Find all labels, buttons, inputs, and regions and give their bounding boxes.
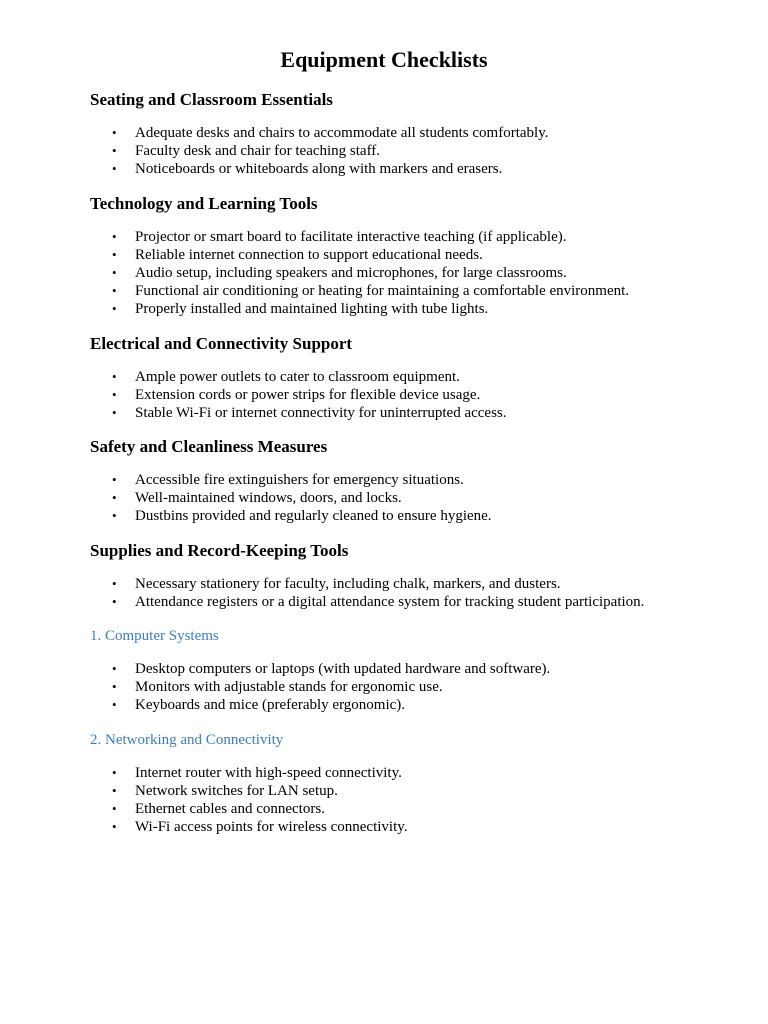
section — [90, 88, 678, 179]
section-heading: Seating and Classroom Essentials — [90, 90, 333, 109]
bullet-icon: • — [112, 228, 117, 244]
list-item — [90, 368, 678, 386]
bullet-icon: • — [112, 143, 117, 159]
subsection-heading: 1. Computer Systems — [90, 628, 219, 644]
list-item — [90, 782, 678, 800]
list-item-text: Ample power outlets to cater to classroom equipment. — [135, 368, 460, 385]
bullet-icon: • — [112, 661, 117, 676]
list-item — [90, 282, 678, 300]
bullet-icon: • — [112, 490, 117, 506]
bullet-icon: • — [112, 508, 117, 524]
list-item — [90, 696, 678, 714]
bullet-list — [90, 368, 678, 423]
section — [90, 728, 678, 837]
bullet-icon: • — [112, 800, 117, 816]
bullet-icon: • — [112, 819, 117, 835]
list-item — [90, 660, 678, 678]
list-item-text: Well-maintained windows, doors, and locks. — [135, 490, 402, 507]
bullet-icon: • — [112, 764, 117, 780]
list-item-text: Faculty desk and chair for teaching staff. — [135, 143, 381, 160]
list-item — [90, 386, 678, 404]
list-item — [90, 300, 678, 318]
bullet-list — [90, 660, 678, 715]
list-item-text: Audio setup, including speakers and microphones, for large classrooms. — [135, 264, 567, 281]
list-item — [90, 764, 678, 782]
list-item — [90, 800, 678, 818]
list-item-text: Accessible fire extinguishers for emergency situations. — [135, 472, 464, 489]
list-item-text: Desktop computers or laptops (with updated hardware and software). — [135, 661, 551, 677]
bullet-icon: • — [112, 283, 117, 299]
list-item-text: Monitors with adjustable stands for ergonomic use. — [135, 679, 443, 696]
section-heading: Supplies and Record-Keeping Tools — [90, 540, 349, 560]
bullet-icon: • — [112, 246, 117, 262]
list-item-text: Necessary stationery for faculty, including chalk, markers, and dusters. — [135, 575, 561, 592]
list-item-text: Noticeboards or whiteboards along with markers and erasers. — [135, 161, 503, 178]
bullet-icon: • — [112, 593, 117, 609]
section — [90, 332, 678, 423]
section-heading: Electrical and Connectivity Support — [90, 333, 353, 353]
list-item-text: Attendance registers or a digital attendance system for tracking student participation. — [135, 593, 645, 610]
section — [90, 624, 678, 715]
bullet-icon: • — [112, 782, 117, 798]
list-item-text: Network switches for LAN setup. — [135, 782, 338, 799]
list-item-text: Wi-Fi access points for wireless connectivity. — [135, 819, 408, 836]
bullet-list — [90, 228, 678, 319]
list-item-text: Reliable internet connection to support educational needs. — [135, 246, 483, 263]
bullet-icon: • — [112, 697, 117, 713]
list-item — [90, 818, 678, 836]
bullet-icon: • — [112, 472, 117, 488]
bullet-icon: • — [112, 386, 117, 402]
list-item-text: Dustbins provided and regularly cleaned to ensure hygiene. — [135, 508, 492, 525]
list-item-text: Functional air conditioning or heating for maintaining a comfortable environment. — [135, 283, 630, 300]
bullet-icon: • — [112, 301, 117, 317]
list-item — [90, 160, 678, 178]
bullet-list — [90, 471, 678, 526]
bullet-icon: • — [112, 264, 117, 280]
list-item — [90, 507, 678, 525]
list-item — [90, 489, 678, 507]
list-item — [90, 575, 678, 593]
list-item-text: Properly installed and maintained lighting with tube lights. — [135, 301, 489, 318]
list-item-text: Internet router with high-speed connectivity. — [135, 764, 402, 781]
list-item — [90, 228, 678, 246]
bullet-icon: • — [112, 404, 117, 420]
list-item-text: Adequate desks and chairs to accommodate all students comfortably. — [135, 125, 549, 141]
bullet-list — [90, 764, 678, 837]
list-item — [90, 246, 678, 264]
section-heading: Safety and Cleanliness Measures — [90, 437, 328, 457]
list-item — [90, 264, 678, 282]
section-heading: Technology and Learning Tools — [90, 193, 318, 213]
list-item-text: Keyboards and mice (preferably ergonomic). — [135, 697, 406, 714]
subsection-heading: 2. Networking and Connectivity — [90, 731, 284, 748]
bullet-icon: • — [112, 679, 117, 695]
list-item-text: Projector or smart board to facilitate interactive teaching (if applicable). — [135, 228, 567, 245]
section — [90, 435, 678, 526]
section — [90, 539, 678, 611]
sections-container — [90, 88, 678, 836]
bullet-icon: • — [112, 161, 117, 177]
bullet-icon: • — [112, 125, 117, 140]
list-item — [90, 471, 678, 489]
bullet-list — [90, 124, 678, 179]
list-item-text: Stable Wi-Fi or internet connectivity for uninterrupted access. — [135, 404, 507, 421]
list-item-text: Extension cords or power strips for flexible device usage. — [135, 386, 481, 403]
list-item-text: Ethernet cables and connectors. — [135, 800, 325, 817]
list-item — [90, 142, 678, 160]
list-item — [90, 124, 678, 142]
page-title: Equipment Checklists — [280, 47, 488, 72]
bullet-icon: • — [112, 575, 117, 591]
section — [90, 192, 678, 319]
list-item — [90, 593, 678, 611]
bullet-list — [90, 575, 678, 611]
list-item — [90, 678, 678, 696]
list-item — [90, 404, 678, 422]
bullet-icon: • — [112, 368, 117, 384]
